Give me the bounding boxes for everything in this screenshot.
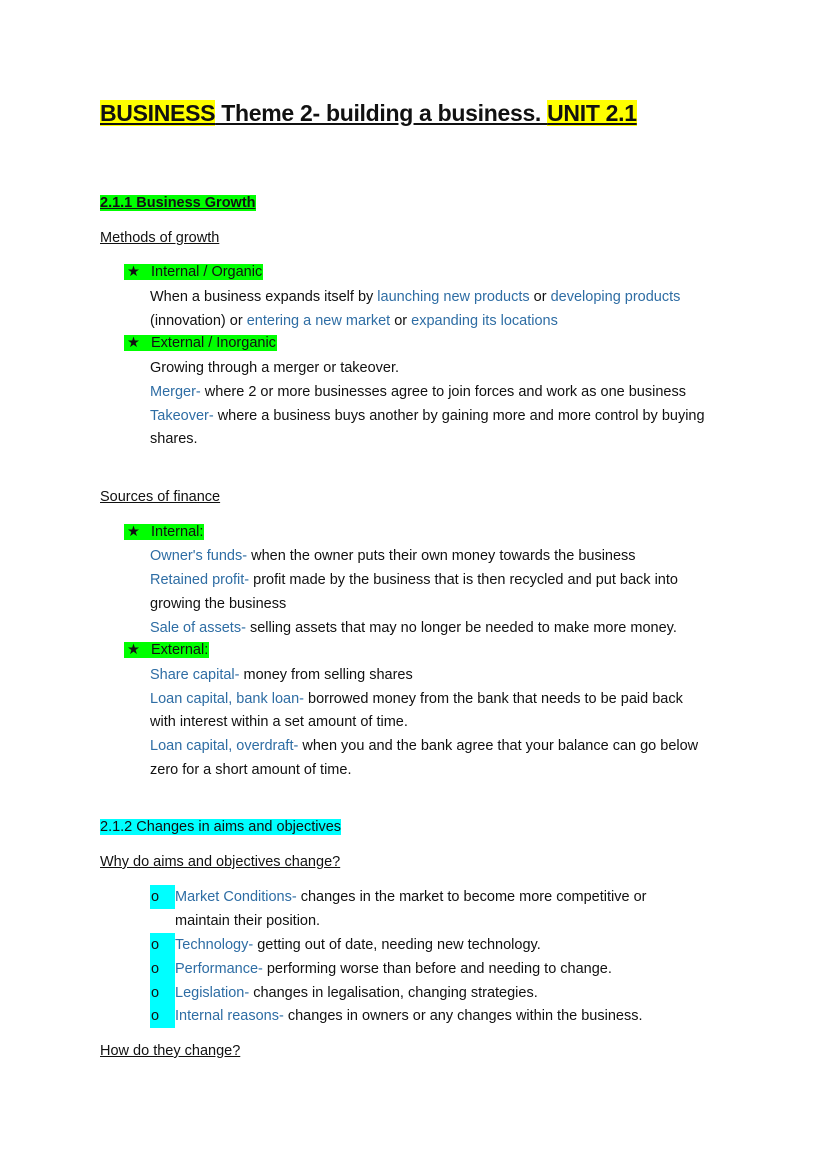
circle-bullet-icon xyxy=(150,1004,175,1028)
star-bullet-icon: ★ xyxy=(127,642,140,658)
list-item-finance-internal xyxy=(124,524,204,540)
text-run: or xyxy=(390,313,412,329)
term-owners-funds: Owner's funds- xyxy=(150,548,248,564)
overdraft-definition xyxy=(150,734,698,758)
owners-funds-definition xyxy=(150,544,636,568)
term-market-conditions: Market Conditions- xyxy=(175,889,297,905)
text-run: (innovation) or xyxy=(150,313,247,329)
takeover-definition xyxy=(150,404,705,428)
retained-profit-definition-cont: growing the business xyxy=(150,596,287,612)
term-expanding-locations: expanding its locations xyxy=(411,313,558,329)
definition-text: changes in owners or any changes within the business. xyxy=(283,1008,643,1024)
list-item-label: Internal / Organic xyxy=(151,264,263,280)
bullet-glyph: o xyxy=(151,1008,160,1024)
external-description: Growing through a merger or takeover. xyxy=(150,360,400,376)
list-item-finance-external xyxy=(124,642,209,658)
bank-loan-definition-cont: with interest within a set amount of time. xyxy=(150,714,408,730)
term-technology: Technology- xyxy=(175,937,254,953)
term-takeover: Takeover- xyxy=(150,408,214,424)
list-item-external-inorganic xyxy=(124,335,277,351)
term-launching-new-products: launching new products xyxy=(377,289,530,305)
section-heading-text: 2.1.2 Changes in aims and objectives xyxy=(100,819,342,835)
definition-text: profit made by the business that is then recycled and put back into xyxy=(249,572,678,588)
definition-text: changes in the market to become more competitive or xyxy=(296,889,647,905)
title-theme: Theme 2- building a business. xyxy=(215,100,548,126)
list-item-internal-organic xyxy=(124,264,263,280)
section-heading-text: 2.1.1 Business Growth xyxy=(100,195,256,211)
term-developing-products: developing products xyxy=(550,289,681,305)
internal-organic-description-line-2 xyxy=(150,309,558,333)
definition-text: money from selling shares xyxy=(239,667,413,683)
takeover-definition-cont: shares. xyxy=(150,431,198,447)
retained-profit-definition xyxy=(150,568,678,592)
text-run: or xyxy=(529,289,551,305)
reason-market-conditions xyxy=(150,885,646,909)
definition-text: when the owner puts their own money towards the business xyxy=(247,548,636,564)
term-internal-reasons: Internal reasons- xyxy=(175,1008,284,1024)
sale-of-assets-definition xyxy=(150,616,677,640)
term-bank-loan: Loan capital, bank loan- xyxy=(150,691,304,707)
text-run: When a business expands itself by xyxy=(150,289,378,305)
bullet-glyph: o xyxy=(151,985,160,1001)
subheading-why-aims-change: Why do aims and objectives change? xyxy=(100,854,341,870)
subheading-sources-of-finance: Sources of finance xyxy=(100,489,221,505)
title-business: BUSINESS xyxy=(100,100,216,126)
term-overdraft: Loan capital, overdraft- xyxy=(150,738,299,754)
term-performance: Performance- xyxy=(175,961,263,977)
section-heading-business-growth xyxy=(100,195,256,211)
definition-text: getting out of date, needing new technology. xyxy=(253,937,541,953)
subheading-how-do-they-change: How do they change? xyxy=(100,1043,241,1059)
definition-text: when you and the bank agree that your balance can go below xyxy=(298,738,699,754)
term-retained-profit: Retained profit- xyxy=(150,572,250,588)
section-heading-changes-in-aims xyxy=(100,819,341,835)
term-sale-of-assets: Sale of assets- xyxy=(150,620,246,636)
circle-bullet-icon xyxy=(150,933,175,957)
definition-text: performing worse than before and needing to change. xyxy=(262,961,612,977)
title-unit: UNIT 2.1 xyxy=(547,100,637,126)
definition-text: where 2 or more businesses agree to join forces and work as one business xyxy=(200,384,686,400)
internal-organic-description-line-1 xyxy=(150,285,680,309)
definition-text: selling assets that may no longer be needed to make more money. xyxy=(245,620,677,636)
reason-performance xyxy=(150,957,612,981)
subheading-methods-of-growth: Methods of growth xyxy=(100,230,220,246)
merger-definition xyxy=(150,380,686,404)
document-title xyxy=(100,100,637,127)
star-bullet-icon: ★ xyxy=(127,264,140,280)
circle-bullet-icon xyxy=(150,981,175,1005)
term-share-capital: Share capital- xyxy=(150,667,240,683)
bank-loan-definition xyxy=(150,687,683,711)
list-item-label: External / Inorganic xyxy=(151,335,276,351)
share-capital-definition xyxy=(150,663,413,687)
bullet-glyph: o xyxy=(151,889,160,905)
definition-text: where a business buys another by gaining more and more control by buying xyxy=(213,408,705,424)
term-merger: Merger- xyxy=(150,384,201,400)
definition-text: changes in legalisation, changing strategies. xyxy=(249,985,538,1001)
reason-internal xyxy=(150,1004,643,1028)
star-bullet-icon: ★ xyxy=(127,524,140,540)
circle-bullet-icon xyxy=(150,885,175,909)
reason-technology xyxy=(150,933,541,957)
bullet-glyph: o xyxy=(151,961,160,977)
circle-bullet-icon xyxy=(150,957,175,981)
term-legislation: Legislation- xyxy=(175,985,250,1001)
bullet-glyph: o xyxy=(151,937,160,953)
list-item-label: External: xyxy=(151,642,209,658)
reason-legislation xyxy=(150,981,538,1005)
definition-text: borrowed money from the bank that needs to be paid back xyxy=(303,691,683,707)
list-item-label: Internal: xyxy=(151,524,204,540)
term-entering-new-market: entering a new market xyxy=(246,313,391,329)
star-bullet-icon: ★ xyxy=(127,335,140,351)
reason-market-conditions-cont: maintain their position. xyxy=(175,913,321,929)
overdraft-definition-cont: zero for a short amount of time. xyxy=(150,762,352,778)
